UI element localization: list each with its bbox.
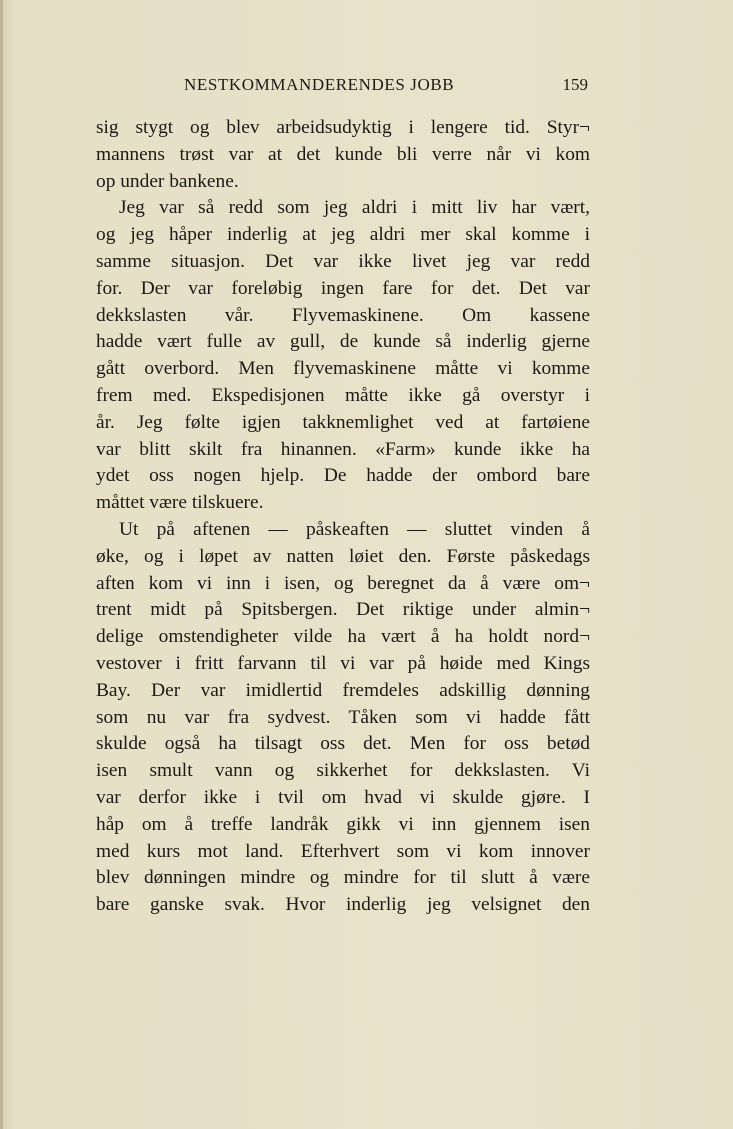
text-line: var derfor ikke i tvil om hvad vi skulde gjøre. I — [96, 786, 590, 808]
text-line: ydet oss nogen hjelp. De hadde der ombord bare — [96, 465, 590, 487]
text-line: hadde vært fulle av gull, de kunde så inderlig gjerne — [96, 331, 590, 353]
text-line: sig stygt og blev arbeidsudyktig i lengere tid. Styr¬ — [96, 117, 590, 138]
running-header — [96, 75, 594, 99]
page-gutter — [0, 0, 3, 1129]
text-line: op under bankene. — [96, 170, 239, 192]
text-line: som nu var fra sydvest. Tåken som vi hadde fått — [96, 706, 590, 728]
text-line: isen smult vann og sikkerhet for dekkslasten. Vi — [96, 760, 590, 782]
page-number: 159 — [562, 75, 588, 94]
text-line: med kurs mot land. Efterhvert som vi kom innover — [96, 840, 590, 862]
text-line: år. Jeg følte igjen takknemlighet ved at fartøiene — [96, 411, 590, 433]
text-line: mannens trøst var at det kunde bli verre når vi kom — [96, 143, 590, 165]
text-line: samme situasjon. Det var ikke livet jeg var redd — [96, 250, 590, 272]
text-line: gått overbord. Men flyvemaskinene måtte vi komme — [96, 358, 590, 380]
text-line: frem med. Ekspedisjonen måtte ikke gå overstyr i — [96, 384, 590, 406]
running-title: NESTKOMMANDERENDES JOBB — [184, 75, 455, 94]
text-line: for. Der var foreløbig ingen fare for det. Det var — [96, 277, 590, 299]
text-line: skulde også ha tilsagt oss det. Men for oss betød — [96, 733, 590, 755]
text-line: bare ganske svak. Hvor inderlig jeg velsignet den — [96, 894, 590, 916]
text-line: dekkslasten vår. Flyvemaskinene. Om kassene — [96, 304, 590, 326]
text-line: vestover i fritt farvann til vi var på høide med Kings — [96, 652, 590, 674]
text-line: øke, og i løpet av natten løiet den. Første påskedags — [96, 545, 590, 567]
text-line: håp om å treffe landråk gikk vi inn gjennem isen — [96, 813, 590, 835]
text-line: delige omstendigheter vilde ha vært å ha holdt nord¬ — [96, 626, 590, 648]
text-line: Bay. Der var imidlertid fremdeles adskillig dønning — [96, 679, 590, 701]
text-line: Jeg var så redd som jeg aldri i mitt liv har vært, — [119, 197, 590, 219]
text-line: måttet være tilskuere. — [96, 492, 264, 514]
text-line: Ut på aftenen — påskeaften — sluttet vinden å — [119, 518, 590, 540]
text-line: aften kom vi inn i isen, og beregnet da å være om¬ — [96, 572, 590, 594]
text-line: var blitt skilt fra hinannen. «Farm» kunde ikke ha — [96, 438, 590, 460]
text-line: blev dønningen mindre og mindre for til slutt å være — [96, 867, 590, 889]
text-line: trent midt på Spitsbergen. Det riktige under almin¬ — [96, 599, 590, 621]
body-text — [96, 115, 590, 919]
text-line: og jeg håper inderlig at jeg aldri mer skal komme i — [96, 224, 590, 246]
